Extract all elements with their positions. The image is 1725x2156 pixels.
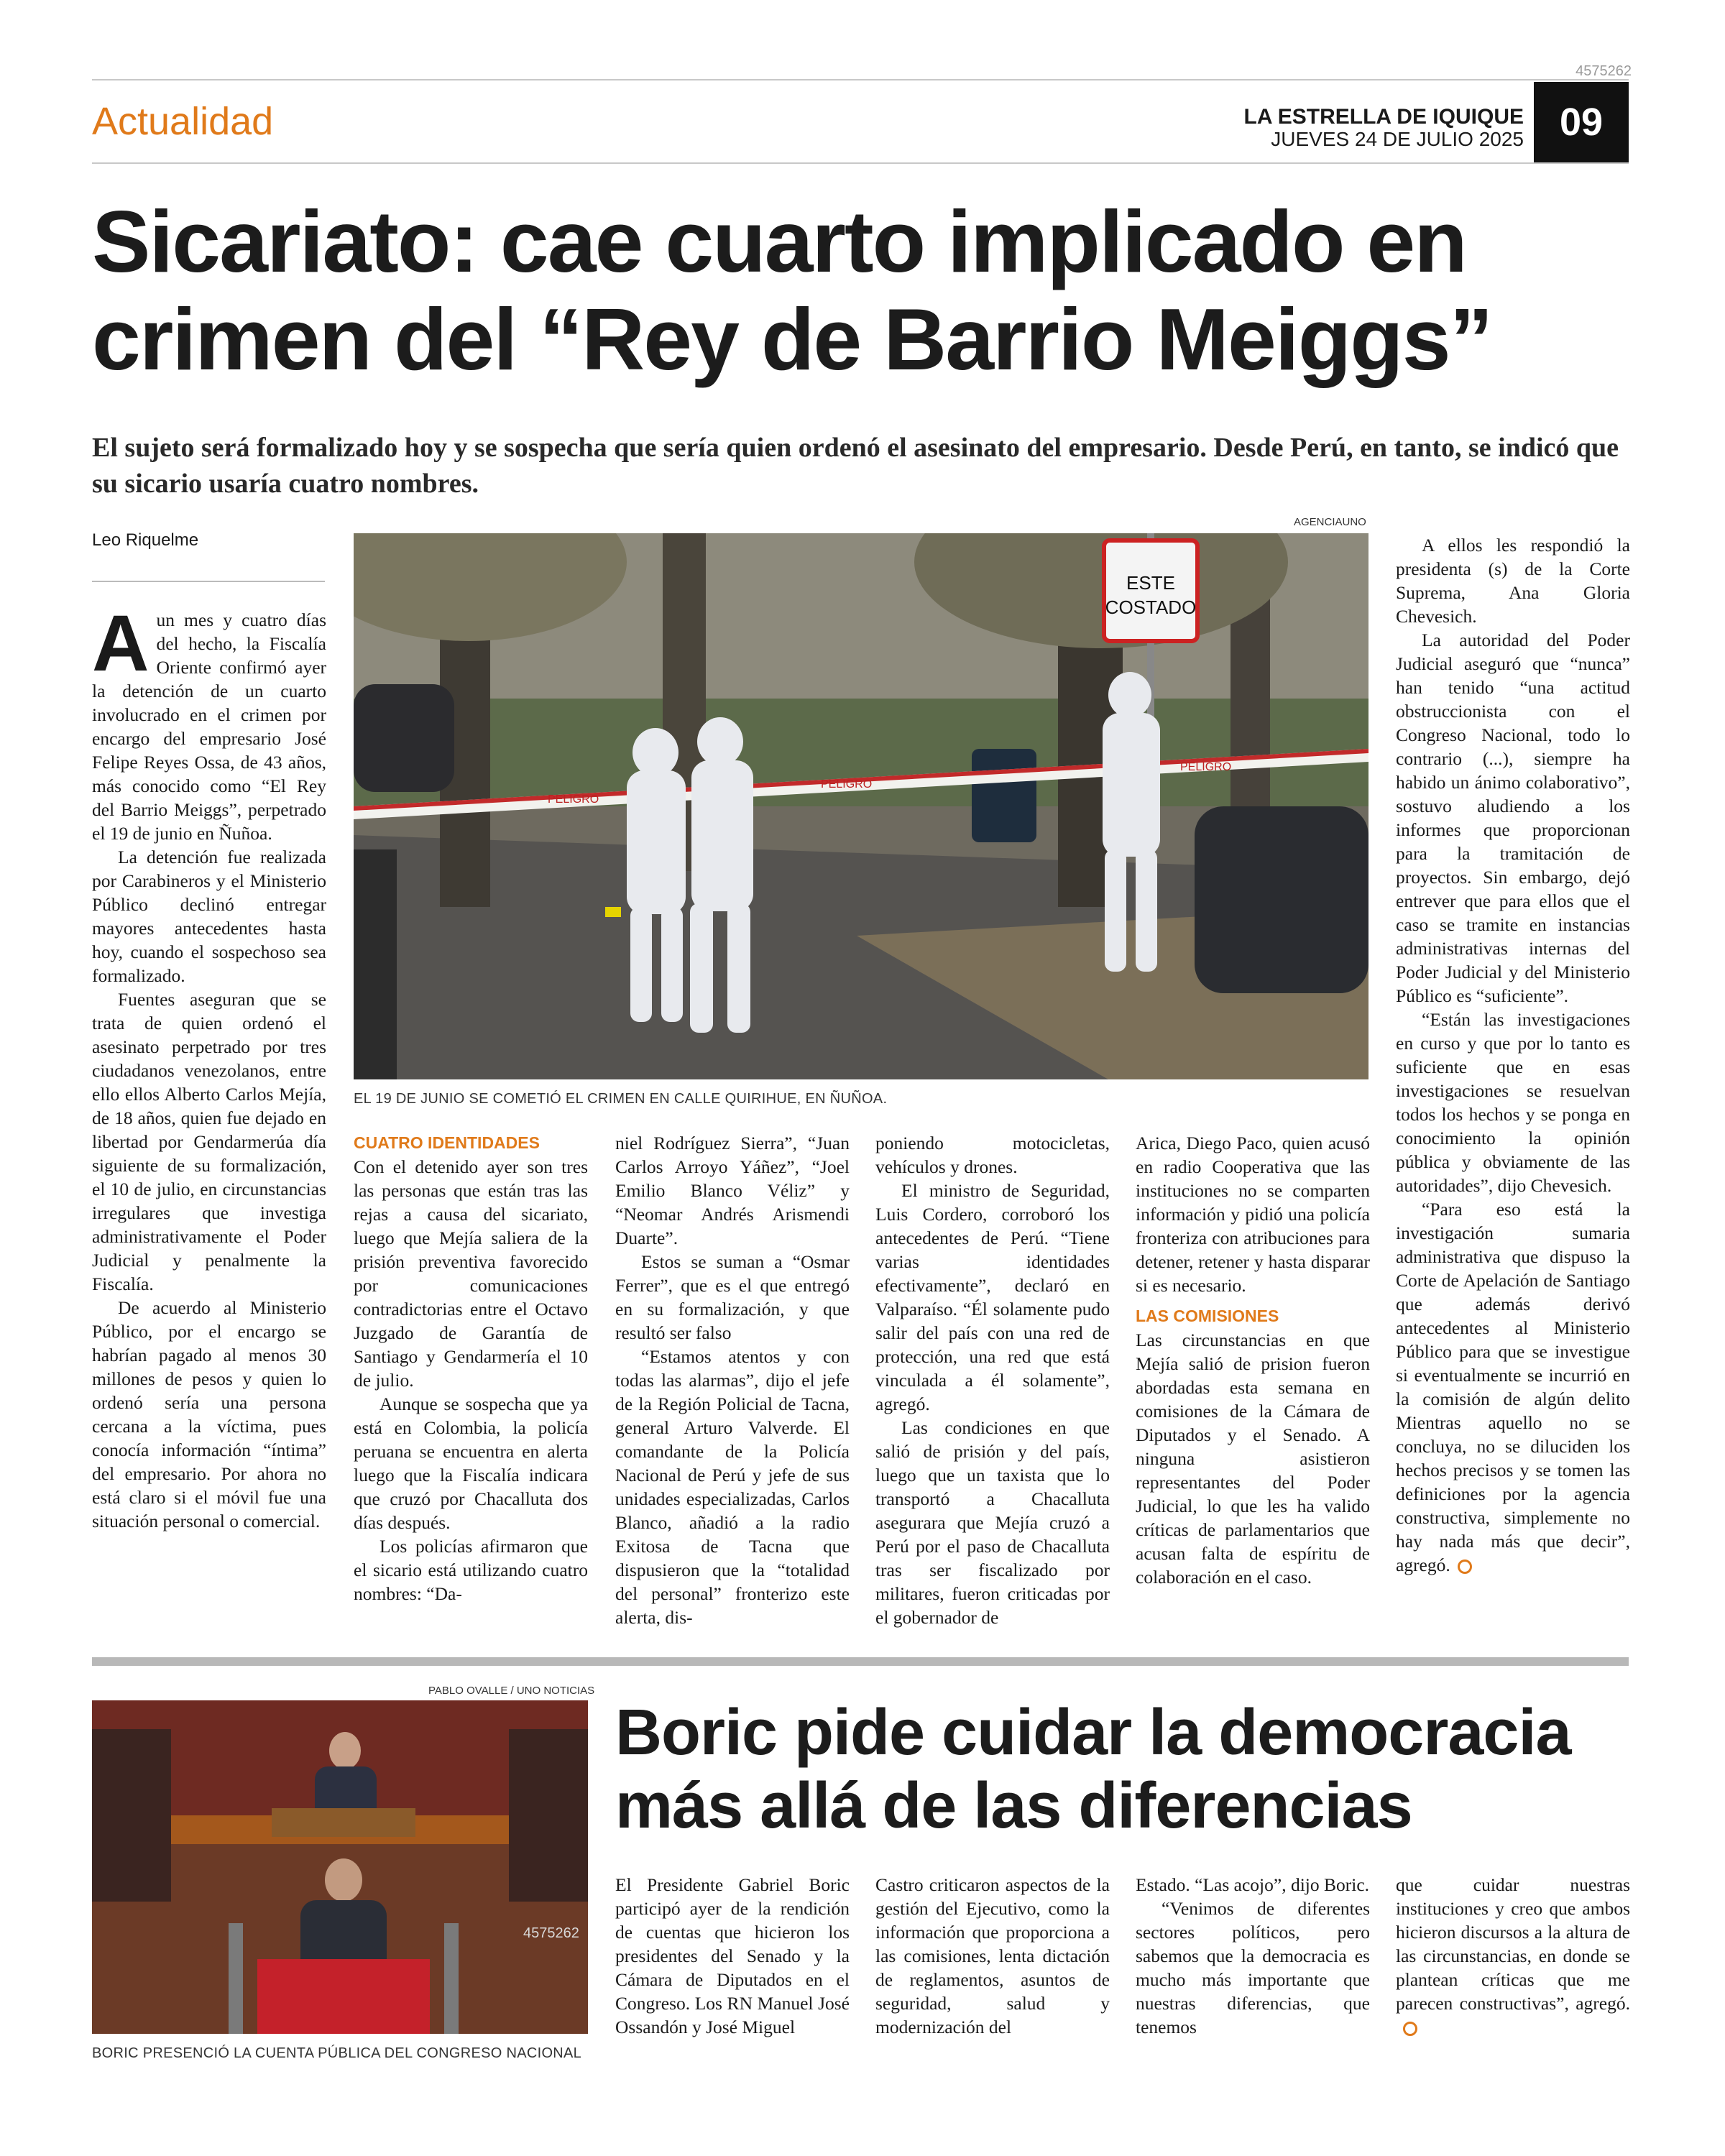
main-headline-line1: Sicariato: cae cuarto implicado en <box>92 193 1466 290</box>
second-col3-paragraph-2: “Venimos de diferentes sectores políticos, pero sabemos que la democracia es mucho más importante que nuestras diferencias, que tenemos <box>1136 1898 1370 2037</box>
tape-label-3: PELIGRO <box>1180 761 1232 773</box>
article-separator <box>92 1657 1629 1666</box>
page-serial-number: 4575262 <box>1576 63 1632 79</box>
byline: Leo Riquelme <box>92 530 199 550</box>
second-photo <box>92 1700 588 2034</box>
col6-paragraph-4: “Para eso está la investigación sumaria administrativa que dispuso la Corte de Apelación de Santiago que además derivó antecedentes al Ministerio Público para que se investigue si eventualmente se incurrió en la comisión de algún delito Mientras aquello no se concluya, no se diluciden los hechos precisos y se tomen las definiciones por la agencia constructiva, simplemente no hay nada más que decir”, agregó. <box>1396 1199 1630 1575</box>
second-col4-text: que cuidar nuestras instituciones y creo que ambos hicieron discursos a la altura de las circunstancias, en donde se plantean críticas que me parecen constructivas”, agregó. <box>1396 1874 1630 2014</box>
col4-paragraph-1: poniendo motocicletas, vehículos y drones. <box>875 1133 1110 1177</box>
col5-paragraph-1: Arica, Diego Paco, quien acusó en radio Cooperativa que las instituciones no se comparten información y pidió una policía fronteriza con atribuciones para detener, retener y hasta disparar si es necesario. <box>1136 1133 1370 1296</box>
second-col3-paragraph-1: Estado. “Las acojo”, dijo Boric. <box>1136 1874 1370 1895</box>
end-of-article-icon <box>1458 1560 1472 1574</box>
col5-paragraph-2: Las circunstancias en que Mejía salió de prision fueron abordadas esta semana en comisiones de la Cámara de Diputados y el Senado. A ninguna asistieron representantes del Poder Judicial, lo que les ha valido críticas de parlamentarios que acusan falta de espíritu de colaboración en el caso. <box>1136 1330 1370 1588</box>
col6-paragraph-3: “Están las investigaciones en curso y que por lo tanto es suficiente que en esas investigaciones se resuelvan todos los hechos y se ponga en conocimiento la opinión pública y obviamente de las autoridades”, dijo Chevesich. <box>1396 1009 1630 1196</box>
main-column-5 <box>1136 1131 1370 1589</box>
col4-paragraph-2: El ministro de Seguridad, Luis Cordero, corroboró los antecedentes de Perú. “Tiene varias identidades efectivamente”, declaró en Valparaíso. “Él solamente pudo salir del país con una red de protección, una red que está vinculada a él solamente”, agregó. <box>875 1180 1110 1414</box>
publication-date: JUEVES 24 DE JULIO 2025 <box>1271 128 1524 150</box>
main-column-2 <box>354 1131 588 1606</box>
section-label: Actualidad <box>92 100 274 143</box>
byline-rule <box>92 581 325 582</box>
col6-paragraph-2: La autoridad del Poder Judicial aseguró que “nunca” han tenido “una actitud obstruccionista con el Congreso Nacional, todo lo contrario (...), siempre ha habido un ánimo colaborativo”, sostuvo aludiendo a los informes que proporcionan para la tramitación de proyectos. Sin embargo, dejó entrever que para ellos que el caso se tramite en instancias administrativas internas del Poder Judicial y del Ministerio Público es “suficiente”. <box>1396 630 1630 1006</box>
crime-scene-illustration <box>354 533 1368 1079</box>
second-end-of-article-icon <box>1403 2022 1417 2036</box>
second-headline-line1: Boric pide cuidar la democracia <box>615 1697 1571 1769</box>
sign-text-line2: COSTADO <box>1105 596 1197 618</box>
second-column-1 <box>615 1873 850 2039</box>
col2-paragraph-3: Los policías afirmaron que el sicario está utilizando cuatro nombres: “Da- <box>354 1536 588 1604</box>
second-headline <box>615 1696 1636 1843</box>
col1-paragraph-3: Fuentes aseguran que se trata de quien ordenó el asesinato perpetrado por tres ciudadanos venezolanos, entre ello ellos Alberto Carlos Mejía, de 18 años, quien fue dejado en libertad por Gendarmerúa día siguiente de su formalización, el 10 de julio, en circunstancias irregulares que investiga administrativamente el Poder Judicial y penalmente la Fiscalía. <box>92 989 326 1294</box>
main-column-3 <box>615 1131 850 1629</box>
subtitle-las-comisiones: LAS COMISIONES <box>1136 1307 1279 1325</box>
second-headline-line2: más allá de las diferencias <box>615 1770 1412 1842</box>
subtitle-cuatro-identidades: CUATRO IDENTIDADES <box>354 1133 540 1152</box>
main-subhead: El sujeto será formalizado hoy y se sospecha que sería quien ordenó el asesinato del empresario. Desde Perú, en tanto, se indicó que su sicario usaría cuatro nombres. <box>92 433 1619 499</box>
col4-paragraph-3: Las condiciones en que salió de prisión y del país, luego que un taxista que lo transportó a Chacalluta asegurara que Mejía cruzó a Perú por el paso de Chacalluta tras ser fiscalizado por militares, fueron criticadas por el gobernador de <box>875 1417 1110 1628</box>
second-column-3 <box>1136 1873 1370 2039</box>
main-column-4 <box>875 1131 1110 1629</box>
second-column-4 <box>1396 1873 1630 2039</box>
col2-paragraph-1: Con el detenido ayer son tres las personas que están tras las rejas a causa del sicariato, luego que Mejía saliera de la prisión preventiva favorecido por comunicaciones contradictorias entre el Octavo Juzgado de Garantía de Santiago y Gendarmería el 10 de julio. <box>354 1156 588 1391</box>
main-photo-caption: EL 19 DE JUNIO SE COMETIÓ EL CRIMEN EN CALLE QUIRIHUE, EN ÑUÑOA. <box>354 1091 888 1107</box>
photo-watermark: 4575262 <box>523 1925 579 1941</box>
col1-paragraph-1: un mes y cuatro días del hecho, la Fiscalía Oriente confirmó ayer la detención de un cuarto involucrado en el crimen por encargo del empresario José Felipe Reyes Ossa, de 43 años, más conocido como “El Rey del Barrio Meiggs”, perpetrado el 19 de junio en Ñuñoa. <box>92 609 326 844</box>
sign-text-line1: ESTE <box>1126 572 1175 594</box>
col3-paragraph-1: niel Rodríguez Sierra”, “Juan Carlos Arroyo Yáñez”, “Joel Emilio Blanco Véliz” y “Neomar Andrés Arismendi Duarte”. <box>615 1133 850 1248</box>
tape-label-1: PELIGRO <box>548 793 599 806</box>
second-photo-credit: PABLO OVALLE / UNO NOTICIAS <box>428 1685 595 1697</box>
publication-name: LA ESTRELLA DE IQUIQUE <box>1243 105 1524 129</box>
main-headline-line2: crimen del “Rey de Barrio Meiggs” <box>92 290 1492 388</box>
main-photo <box>354 533 1368 1079</box>
col2-paragraph-2: Aunque se sospecha que ya está en Colombia, la policía peruana se encuentra en alerta luego que la Fiscalía indicara que cruzó por Chacalluta dos días después. <box>354 1393 588 1533</box>
second-col1-text: El Presidente Gabriel Boric participó ayer de la rendición de cuentas que hicieron los presidentes del Senado y la Cámara de Diputados en el Congreso. Los RN Manuel José Ossandón y José Miguel <box>615 1874 850 2037</box>
second-col2-text: Castro criticaron aspectos de la gestión del Ejecutivo, como la información que proporciona a las comisiones, lenta dictación de reglamentos, asuntos de seguridad, salud y modernización del <box>875 1874 1110 2037</box>
col3-paragraph-2: Estos se suman a “Osmar Ferrer”, que es el que entregó en su formalización, y que resultó ser falso <box>615 1251 850 1343</box>
header-rule <box>92 162 1629 164</box>
tape-label-2: PELIGRO <box>821 778 873 791</box>
col1-paragraph-2: La detención fue realizada por Carabineros y el Ministerio Público declinó entregar mayores antecedentes hasta hoy, cuando el sospechoso sea formalizado. <box>92 847 326 986</box>
drop-cap: A <box>92 599 150 688</box>
second-column-2 <box>875 1873 1110 2039</box>
page-number: 09 <box>1534 82 1629 162</box>
main-column-6 <box>1396 533 1630 1577</box>
second-photo-caption: BORIC PRESENCIÓ LA CUENTA PÚBLICA DEL CONGRESO NACIONAL <box>92 2045 582 2061</box>
col3-paragraph-3: “Estamos atentos y con todas las alarmas”, dijo el jefe de la Región Policial de Tacna, general Arturo Valverde. El comandante de la Policía Nacional de Perú y jefe de sus unidades especializadas, Carlos Blanco, añadió a la radio Exitosa de Tacna que dispusieron que la “totalidad del personal” fronterizo este alerta, dis- <box>615 1346 850 1628</box>
main-headline <box>92 193 1630 388</box>
col1-paragraph-4: De acuerdo al Ministerio Público, por el encargo se habrían pagado al menos 30 millones de pesos y quien lo ordenó sería una persona cercana a la víctima, pues conocía información “íntima” del empresario. Por ahora no está claro si el móvil fue una situación personal o comercial. <box>92 1297 326 1531</box>
main-column-1 <box>92 599 326 1533</box>
col6-paragraph-1: A ellos les respondió la presidenta (s) de la Corte Suprema, Ana Gloria Chevesich. <box>1396 535 1630 627</box>
top-rule <box>92 79 1629 80</box>
congress-scene-illustration <box>92 1700 588 2034</box>
main-photo-credit: AGENCIAUNO <box>1294 516 1366 528</box>
